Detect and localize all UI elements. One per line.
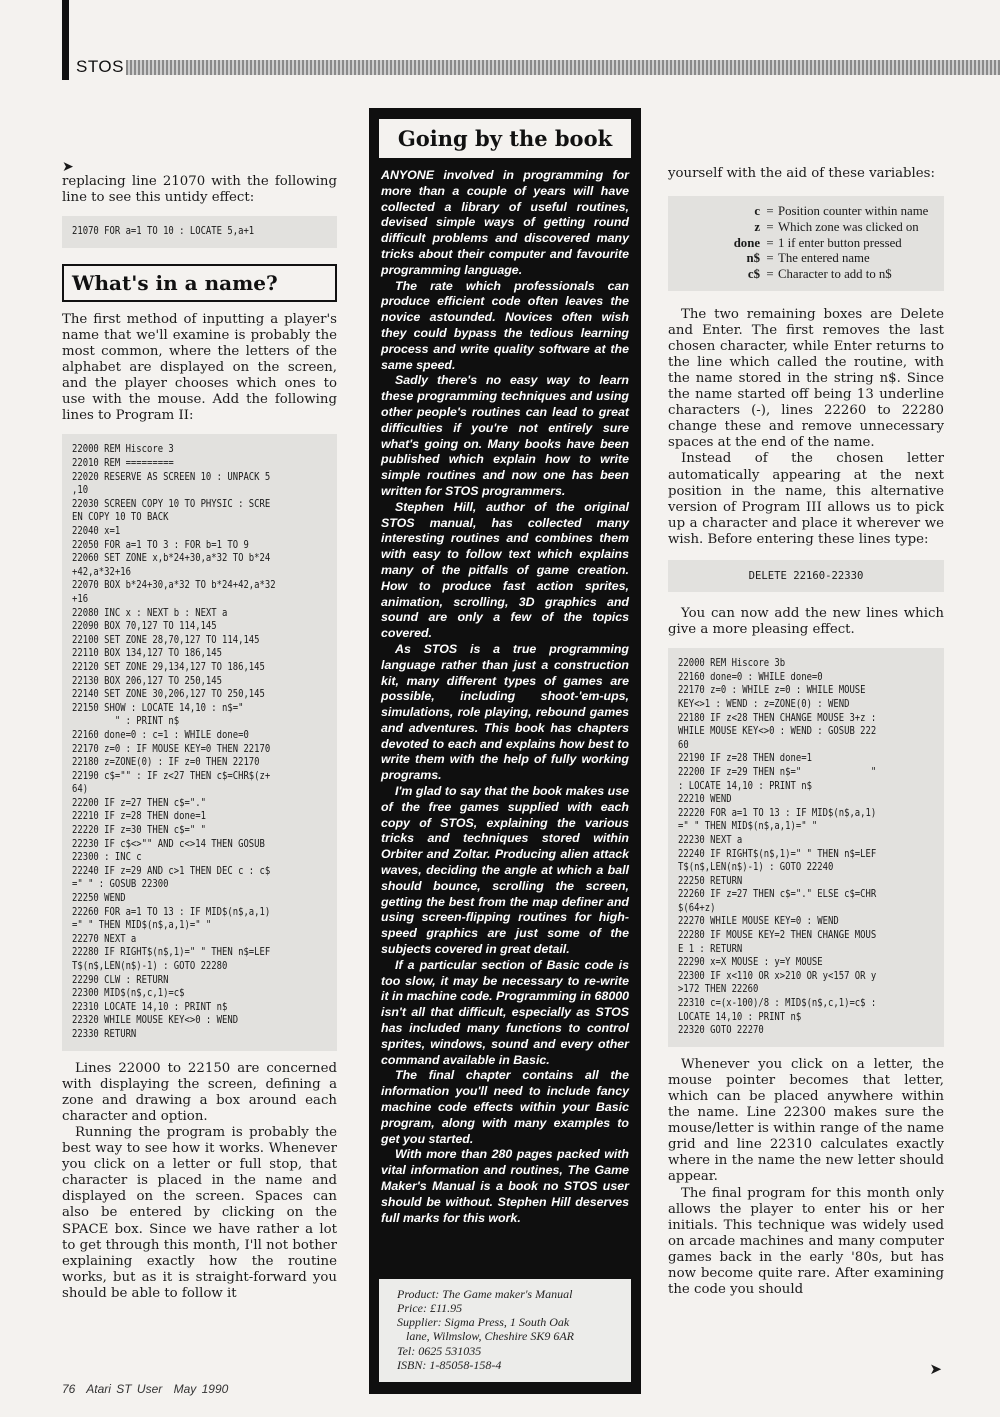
code-line: T$(n$,LEN(n$)-1) : GOTO 22280 xyxy=(72,960,228,972)
code-line: 22000 REM Hiscore 3 xyxy=(72,443,174,456)
right-intro: yourself with the aid of these variables: xyxy=(668,166,935,181)
code-line: 22300 : INC c xyxy=(72,851,142,864)
right-column xyxy=(668,166,944,1298)
review-sidebar xyxy=(369,108,641,1394)
variable-row xyxy=(674,267,938,283)
code-line: 60 xyxy=(678,738,689,751)
product-info-line: Price: £11.95 xyxy=(397,1300,463,1315)
review-paragraph: I'm glad to say that the book makes use of the free games supplied with each copy of STOS, explaining the various tricks and techniques stored within Orbiter and Zoltar. Producing alien attack waves, deciding the angle at which a ball should bounce, scrolling the screen, getting the best from the map definer and using screen-flipping routines for high-speed graphics are just some of the subjects covered in great detail. xyxy=(381,784,629,957)
variable-description: Character to add to n$ xyxy=(778,266,892,281)
code-line: 22290 CLW : RETURN xyxy=(72,973,169,986)
variable-description: The entered name xyxy=(778,251,870,266)
intro-code-box xyxy=(62,216,337,248)
code-line: ,10 xyxy=(72,484,89,497)
code-line: 22220 IF z=30 THEN c$=" " xyxy=(72,824,206,837)
right-para-2: Instead of the chosen letter automatically appearing at the next position in the name, this alternative version of Program III allows us to pick up a character and place it wherever we wish. Before entering these lines type: xyxy=(668,451,944,547)
code-line: 22320 GOTO 22270 xyxy=(678,1024,764,1037)
variable-name: c xyxy=(754,204,760,219)
product-info-box xyxy=(379,1279,631,1382)
code-line: 64) xyxy=(72,783,89,796)
code-line: 22140 SET ZONE 30,206,127 TO 250,145 xyxy=(72,688,265,701)
equals-sign: = xyxy=(766,235,774,250)
product-info-line: lane, Wilmslow, Cheshire SK9 6AR xyxy=(397,1329,574,1344)
code-line: =" " : GOSUB 22300 xyxy=(72,878,169,891)
code-line: 22070 BOX b*24+30,a*32 TO b*24+42,a*32 xyxy=(72,579,276,592)
review-paragraph: The final chapter contains all the information you'll need to include fancy machine code effects within your Basic program, along with many examples to get you started. xyxy=(381,1068,629,1146)
code-line: 22000 REM Hiscore 3b xyxy=(678,657,786,670)
equals-sign: = xyxy=(766,251,774,266)
code-line: 22160 done=0 : c=1 : WHILE done=0 xyxy=(72,728,249,741)
code-line: 22210 IF z=28 THEN done=1 xyxy=(72,810,206,823)
code-line: 22280 IF RIGHT$(n$,1)=" " THEN n$=LEF xyxy=(72,946,271,959)
code-line: 22270 NEXT a xyxy=(72,932,137,945)
variable-name: done xyxy=(733,235,760,250)
code-line: 22300 IF x<110 OR x>210 OR y<157 OR y xyxy=(678,969,877,982)
review-paragraph: ANYONE involved in programming for more than a couple of years will have collected a library of useful routines, devised simple ways of getting round difficult problems and discovered many tricks about their computer and favourite programming language. xyxy=(381,168,629,277)
page-footer xyxy=(62,1382,234,1396)
code-line: 22090 BOX 70,127 TO 114,145 xyxy=(72,620,217,633)
code-line: 22190 c$="" : IF z<27 THEN c$=CHR$(z+ xyxy=(72,769,271,782)
review-body xyxy=(369,168,641,1226)
equals-sign: = xyxy=(766,204,774,219)
code-line: 22170 z=0 : IF MOUSE KEY=0 THEN 22170 xyxy=(72,742,271,755)
code-line: 22230 IF c$<>"" AND c<>14 THEN GOSUB xyxy=(72,837,265,850)
code-line: +16 xyxy=(72,592,89,605)
right-para-1: The two remaining boxes are Delete and Enter. The first removes the last chosen character, while Enter returns to the line which called the routine, with the name stored in the string n$. Since the name started off being 13 underline characters (-), lines 22260 to 22280 change these and remove unnecessary spaces at the end of the name. xyxy=(668,306,944,451)
code-line: 22020 RESERVE AS SCREEN 10 : UNPACK 5 xyxy=(72,470,271,483)
code-line: 22170 z=0 : WHILE z=0 : WHILE MOUSE xyxy=(678,684,866,697)
equals-sign: = xyxy=(766,219,774,234)
code-line: E 1 : RETURN xyxy=(678,942,743,955)
code-line: 22330 RETURN xyxy=(72,1027,137,1040)
delete-command: DELETE 22160-22330 xyxy=(668,560,944,592)
code-line: 22280 IF MOUSE KEY=2 THEN CHANGE MOUS xyxy=(678,929,877,942)
review-paragraph: As STOS is a true programming language rather than just a construction kit, many different types of games are possible, including shoot-'em-ups, simulations, role playing, rebound games and adventures. This book has chapters devoted to each and explains how best to write them with the help of fully working programs. xyxy=(381,641,629,783)
code-line: =" " THEN MID$(n$,a,1)=" " xyxy=(72,919,212,932)
code-line: 22150 SHOW : LOCATE 14,10 : n$=" xyxy=(72,701,244,714)
code-line: : LOCATE 14,10 : PRINT n$ xyxy=(678,779,812,792)
variable-row xyxy=(674,251,938,267)
left-para-2: Lines 22000 to 22150 are concerned with displaying the screen, defining a zone and drawing a box around each character and option. xyxy=(62,1060,337,1124)
code-line: 22030 SCREEN COPY 10 TO PHYSIC : SCRE xyxy=(72,497,271,510)
code-line: 22010 REM ========= xyxy=(72,457,174,470)
page-number: 76 xyxy=(62,1382,76,1396)
code-line: 22250 RETURN xyxy=(678,874,743,887)
review-paragraph: If a particular section of Basic code is too slow, it may be necessary to re-write it in machine code. Programming in 68000 isn't all that difficult, especially as STOS has included many functions to control sprites, windows, sound and every other command available in Basic. xyxy=(381,957,629,1067)
intro-code: 21070 FOR a=1 TO 10 : LOCATE 5,a+1 xyxy=(72,225,255,238)
code-line: 22250 WEND xyxy=(72,892,126,905)
code-line: KEY<>1 : WEND : z=ZONE(0) : WEND xyxy=(678,697,850,710)
code-line: 22300 MID$(n$,c,1)=c$ xyxy=(72,987,185,1000)
code-line: 22240 IF RIGHT$(n$,1)=" " THEN n$=LEF xyxy=(678,847,877,860)
variable-description: Which zone was clicked on xyxy=(778,219,919,234)
code-line: >172 THEN 22260 xyxy=(678,983,759,996)
code-line: WHILE MOUSE KEY<>0 : WEND : GOSUB 222 xyxy=(678,725,877,738)
code-line: 22110 BOX 134,127 TO 186,145 xyxy=(72,647,223,660)
issue-date: May 1990 xyxy=(173,1382,229,1396)
code-line: 22270 WHILE MOUSE KEY=0 : WEND xyxy=(678,915,839,928)
program-listing xyxy=(62,434,337,1050)
code-line: 22260 FOR a=1 TO 13 : IF MID$(n$,a,1) xyxy=(72,905,271,918)
code-line: 22310 c=(x-100)/8 : MID$(n$,c,1)=c$ : xyxy=(678,997,877,1010)
variable-row xyxy=(674,236,938,252)
variable-name: n$ xyxy=(746,251,760,266)
section-heading: What's in a name? xyxy=(62,264,337,302)
left-para-3: Running the program is probably the best way to see how it works. Whenever you click on a letter or full stop, that character is placed in the name and displayed on the screen. Spaces can also be entered by clicking on the SPACE box. Since we have rather a lot to get through this month, I'll not bother explaining exactly how the routine works, but as it is straight-forward you should be able to follow it xyxy=(62,1124,337,1301)
code-line: 22180 z=ZONE(0) : IF z=0 THEN 22170 xyxy=(72,756,260,769)
page-edge-bar xyxy=(62,0,69,80)
code-line: 22200 IF z=29 THEN n$=" " xyxy=(678,765,877,778)
variable-name: c$ xyxy=(747,266,760,281)
code-line: +42,a*32+16 xyxy=(72,565,131,578)
code-line: 22160 done=0 : WHILE done=0 xyxy=(678,670,823,683)
intro-text: replacing line 21070 with the following line to see this untidy effect: xyxy=(62,174,337,206)
code-line: 22200 IF z=27 THEN c$="." xyxy=(72,796,206,809)
left-para-1: The first method of inputting a player's name that we'll examine is probably the most common, where the letters of the alphabet are displayed on the screen, and the player chooses which ones to use with the mouse. Add the following lines to Program II: xyxy=(62,311,337,424)
right-para-5: The final program for this month only allows the player to enter his or her initials. This technique was widely used on arcade machines and many computer games back in the early '80s, but has now become quite rare. After examining the code you should xyxy=(668,1185,944,1298)
review-paragraph: Sadly there's no easy way to learn these programming techniques and using other people's routines can lead to great difficulties if you're not entirely sure what's going on. Many books have been published which explain how to write simple routines and now one has been written for STOS programmers. xyxy=(381,373,629,498)
review-paragraph: The rate which professionals can produce efficient code often leaves the novice astounded. Novices often wish they could bypass the tedious learning process and write quality software at the same speed. xyxy=(381,278,629,372)
code-line: 22320 WHILE MOUSE KEY<>0 : WEND xyxy=(72,1014,239,1027)
code-line: 22310 LOCATE 14,10 : PRINT n$ xyxy=(72,1000,228,1013)
review-title: Going by the book xyxy=(379,119,631,158)
code-line: 22190 IF z=28 THEN done=1 xyxy=(678,752,812,765)
code-line: 22240 IF z=29 AND c>1 THEN DEC c : c$ xyxy=(72,864,271,877)
code-line: 22220 FOR a=1 TO 13 : IF MID$(n$,a,1) xyxy=(678,806,877,819)
code-line: 22290 x=X MOUSE : y=Y MOUSE xyxy=(678,956,823,969)
variable-row xyxy=(674,220,938,236)
variable-description: Position counter within name xyxy=(778,204,929,219)
magazine-name: Atari ST User xyxy=(86,1382,163,1396)
code-line: LOCATE 14,10 : PRINT n$ xyxy=(678,1010,802,1023)
program-listing-3b xyxy=(668,648,944,1047)
product-info-line: ISBN: 1-85058-158-4 xyxy=(397,1357,502,1372)
continue-arrow-icon: ➤ xyxy=(62,159,74,175)
right-para-4: Whenever you click on a letter, the mouse pointer becomes that letter, which can be placed anywhere within the name. Line 22300 makes sure the mouse/letter is within range of the name grid and line 22310 calculates exactly where in the name the new letter should appear. xyxy=(668,1056,944,1185)
code-line: 22230 NEXT a xyxy=(678,833,743,846)
code-line: 22050 FOR a=1 TO 3 : FOR b=1 TO 9 xyxy=(72,538,249,551)
equals-sign: = xyxy=(766,266,774,281)
code-line: T$(n$,LEN(n$)-1) : GOTO 22240 xyxy=(678,861,834,874)
code-line: " : PRINT n$ xyxy=(72,715,180,728)
code-line: 22120 SET ZONE 29,134,127 TO 186,145 xyxy=(72,660,265,673)
header-stripe xyxy=(126,60,1000,75)
code-line: =" " THEN MID$(n$,a,1)=" " xyxy=(678,820,818,833)
section-label: STOS xyxy=(76,57,124,76)
code-line: $(64+z) xyxy=(678,901,716,914)
variable-table xyxy=(668,196,944,291)
code-line: 22180 IF z<28 THEN CHANGE MOUSE 3+z : xyxy=(678,711,877,724)
left-column xyxy=(62,160,337,1302)
code-line: EN COPY 10 TO BACK xyxy=(72,511,169,524)
right-para-3: You can now add the new lines which give a more pleasing effect. xyxy=(668,606,944,638)
variable-description: 1 if enter button pressed xyxy=(778,235,902,250)
code-line: 22210 WEND xyxy=(678,793,732,806)
code-line: 22060 SET ZONE x,b*24+30,a*32 TO b*24 xyxy=(72,552,271,565)
review-paragraph: With more than 280 pages packed with vital information and routines, The Game Maker's Manual is a book no STOS user should be without. Stephen Hill deserves full marks for this work. xyxy=(381,1147,629,1225)
product-info-line: Tel: 0625 531035 xyxy=(397,1343,482,1358)
end-arrow-icon: ➤ xyxy=(929,1360,942,1378)
code-line: 22130 BOX 206,127 TO 250,145 xyxy=(72,674,223,687)
code-line: 22100 SET ZONE 28,70,127 TO 114,145 xyxy=(72,633,260,646)
code-line: 22080 INC x : NEXT b : NEXT a xyxy=(72,606,228,619)
variable-row xyxy=(674,204,938,220)
variable-name: z xyxy=(754,219,760,234)
review-paragraph: Stephen Hill, author of the original STOS manual, has collected many interesting routines and combines them with easy to follow text which explains many of the pitfalls of game creation. How to produce fast action sprites, animation, scrolling, 3D graphics and sound are only a few of the topics covered. xyxy=(381,499,629,641)
code-line: 22260 IF z=27 THEN c$="." ELSE c$=CHR xyxy=(678,888,877,901)
code-line: 22040 x=1 xyxy=(72,525,121,537)
product-info-line: Supplier: Sigma Press, 1 South Oak xyxy=(397,1315,570,1330)
product-info-line: Product: The Game maker's Manual xyxy=(397,1286,573,1301)
